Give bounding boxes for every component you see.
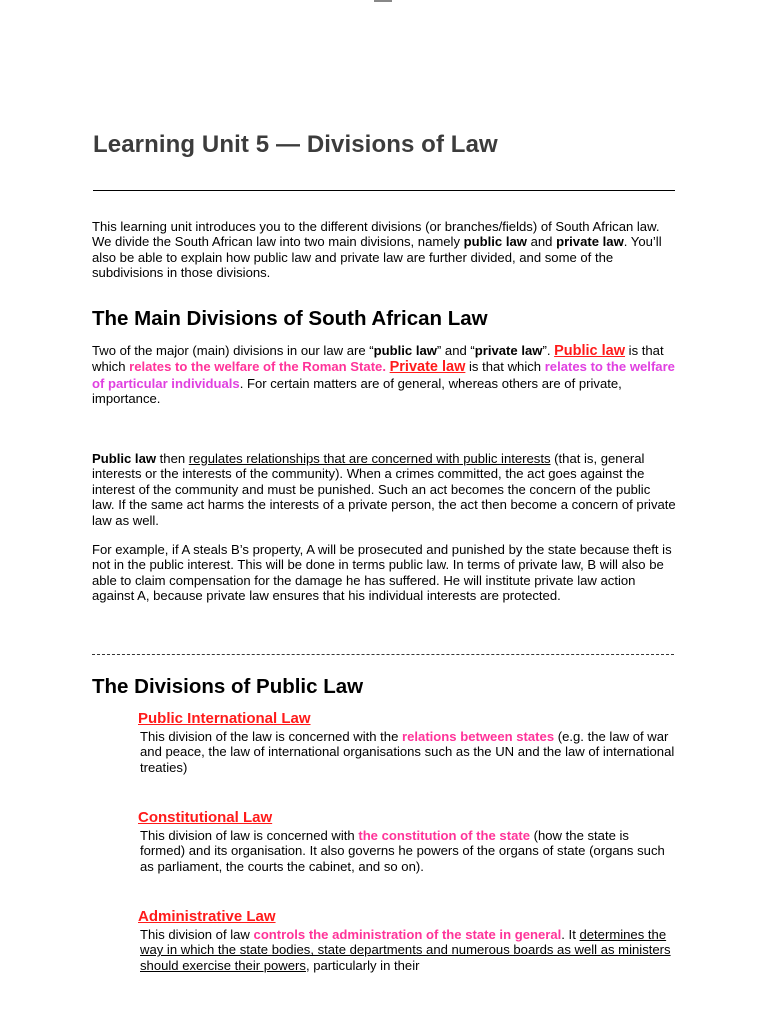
main-divisions-heading: The Main Divisions of South African Law — [92, 307, 488, 330]
constitutional-law-paragraph: This division of law is concerned with the constitution of the state (how the state is formed) and its organisation. It also governs he powers of the organs of state (organs such as parliament, the courts the cabinet, and so on). — [140, 828, 665, 874]
public-law-term: Public law — [554, 343, 626, 359]
page-top-marker — [374, 0, 392, 2]
international-law-paragraph: This division of the law is concerned with the relations between states (e.g. the law of war and peace, the law of international organisations such as the UN and the law of international treaties) — [140, 729, 675, 775]
page-title: Learning Unit 5 — Divisions of Law — [93, 131, 498, 158]
intro-paragraph: This learning unit introduces you to the different divisions (or branches/fields) of South African law. We divide the South African law into two main divisions, namely public law and private law. You’ll also be able to explain how public law and private law are further divided, and some of the subdivisions in those divisions. — [92, 219, 662, 281]
public-law-paragraph: Public law then regulates relationships that are concerned with public interests (that is, general interests or the interests of the community). When a crimes committed, the act goes against the interest of the community and must be punished. Such an act becomes the concern of the public law. If the same act harms the interests of a private person, the act then become a concern of private law as well. — [92, 451, 676, 528]
main-divisions-paragraph: Two of the major (main) divisions in our law are “public law” and “private law”. Public law is that which relates to the welfare of the Roman State. Private law is that which relates to the welfare of particular individuals. For certain matters are of general, whereas others are of private, importance. — [92, 343, 675, 407]
public-law-divisions-heading: The Divisions of Public Law — [92, 675, 364, 698]
constitutional-law-heading: Constitutional Law — [138, 809, 273, 826]
private-law-term: Private law — [389, 359, 466, 376]
section-divider — [92, 654, 674, 655]
international-law-heading: Public International Law — [138, 710, 311, 727]
title-divider — [93, 190, 675, 191]
administrative-law-paragraph: This division of law controls the administration of the state in general. It determines the way in which the state bodies, state departments and numerous boards as well as ministers should exercise their powers, particularly in their — [140, 927, 671, 973]
administrative-law-heading: Administrative Law — [138, 908, 276, 925]
example-paragraph: For example, if A steals B’s property, A will be prosecuted and punished by the state because theft is not in the public interest. This will be done in terms public law. In terms of private law, B will also be able to claim compensation for the damage he has suffered. He will institute private law action against A, because private law ensures that his individual interests are protected. — [92, 542, 672, 604]
